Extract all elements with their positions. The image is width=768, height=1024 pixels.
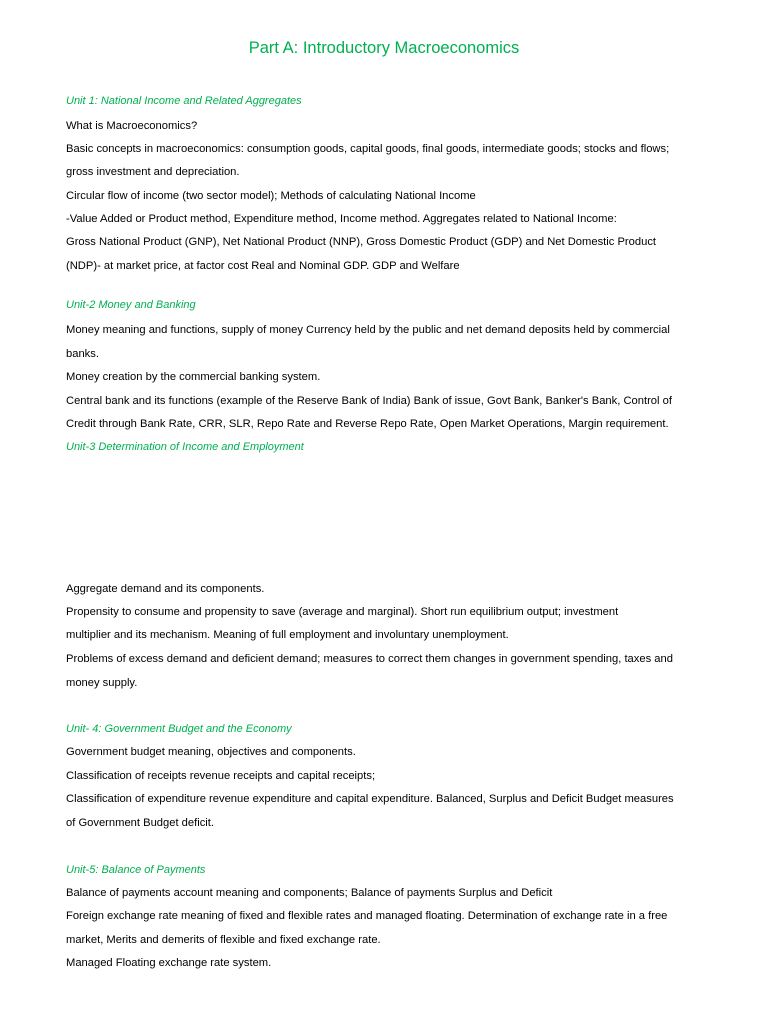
- unit-3-heading: Unit-3 Determination of Income and Employment: [66, 441, 304, 453]
- unit-3-line: multiplier and its mechanism. Meaning of full employment and involuntary unemployment.: [66, 629, 509, 641]
- unit-2-line: Central bank and its functions (example of the Reserve Bank of India) Bank of issue, Govt Bank, Banker's Bank, Control of: [66, 395, 672, 407]
- unit-5-line: Foreign exchange rate meaning of fixed and flexible rates and managed floating. Determination of exchange rate in a free: [66, 910, 668, 922]
- unit-3-line: Propensity to consume and propensity to save (average and marginal). Short run equilibrium output; investment: [66, 606, 619, 618]
- unit-2-line: Money creation by the commercial banking system.: [66, 371, 321, 383]
- unit-1-line: Gross National Product (GNP), Net National Product (NNP), Gross Domestic Product (GDP) and Net Domestic Product: [66, 236, 657, 248]
- unit-4-line: Government budget meaning, objectives and components.: [66, 746, 356, 758]
- unit-1-line: gross investment and depreciation.: [66, 166, 240, 178]
- page-title: Part A: Introductory Macroeconomics: [248, 39, 520, 57]
- unit-3-line: money supply.: [66, 677, 138, 689]
- unit-2-line: Money meaning and functions, supply of money Currency held by the public and net demand deposits held by commercial: [66, 324, 670, 336]
- unit-5-heading: Unit-5: Balance of Payments: [66, 864, 206, 876]
- unit-1-line: (NDP)- at market price, at factor cost Real and Nominal GDP. GDP and Welfare: [66, 260, 460, 272]
- unit-1-line: -Value Added or Product method, Expenditure method, Income method. Aggregates related to National Income:: [66, 213, 617, 225]
- unit-2-heading: Unit-2 Money and Banking: [66, 299, 196, 311]
- unit-3-line: Problems of excess demand and deficient demand; measures to correct them changes in government spending, taxes and: [66, 653, 673, 665]
- unit-5-line: Managed Floating exchange rate system.: [66, 957, 272, 969]
- unit-5-line: Balance of payments account meaning and components; Balance of payments Surplus and Deficit: [66, 887, 553, 899]
- unit-1-line: What is Macroeconomics?: [66, 120, 198, 132]
- unit-1-line: Circular flow of income (two sector model); Methods of calculating National Income: [66, 190, 476, 202]
- unit-4-line: Classification of receipts revenue receipts and capital receipts;: [66, 770, 376, 782]
- unit-3-line: Aggregate demand and its components.: [66, 583, 265, 595]
- unit-2-line: Credit through Bank Rate, CRR, SLR, Repo Rate and Reverse Repo Rate, Open Market Operations, Margin requirement.: [66, 418, 669, 430]
- unit-5-line: market, Merits and demerits of flexible and fixed exchange rate.: [66, 934, 381, 946]
- unit-2-line: banks.: [66, 348, 99, 360]
- unit-4-heading: Unit- 4: Government Budget and the Economy: [66, 723, 292, 735]
- unit-1-heading: Unit 1: National Income and Related Aggregates: [66, 95, 302, 107]
- unit-4-line: of Government Budget deficit.: [66, 817, 215, 829]
- unit-4-line: Classification of expenditure revenue expenditure and capital expenditure. Balanced, Surplus and Deficit Budget measures: [66, 793, 674, 805]
- unit-1-line: Basic concepts in macroeconomics: consumption goods, capital goods, final goods, intermediate goods; stocks and flows;: [66, 143, 670, 155]
